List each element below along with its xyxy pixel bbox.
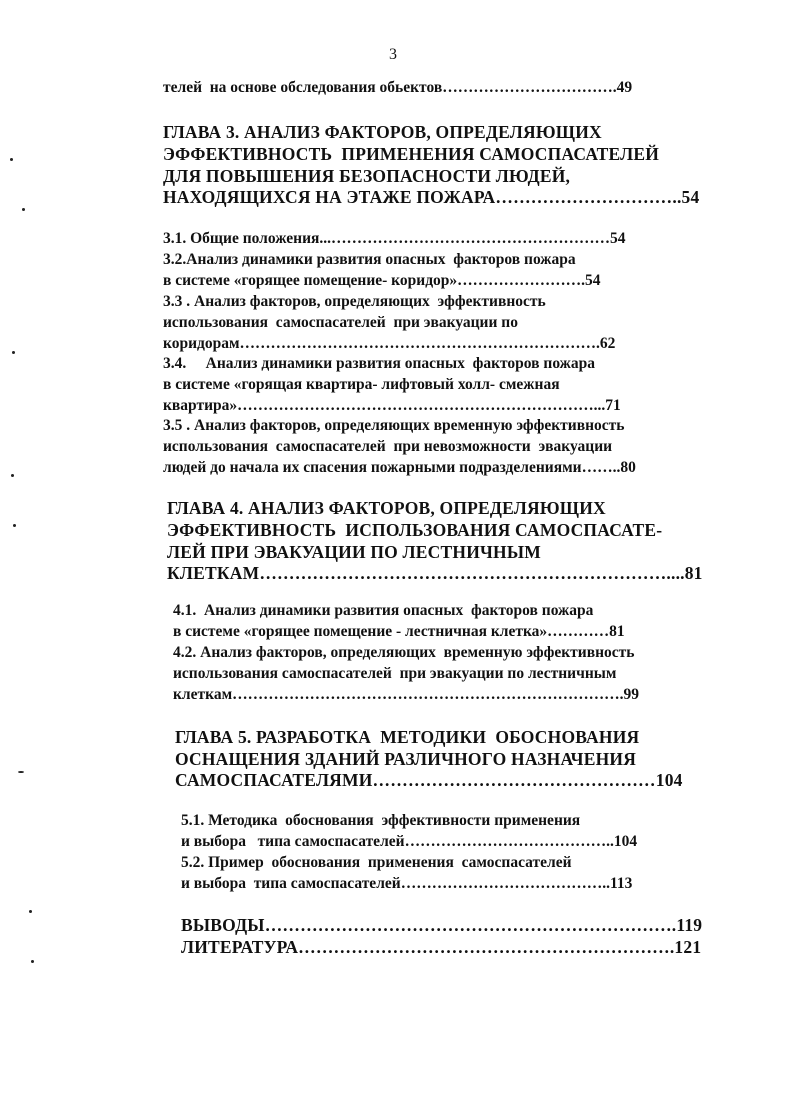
toc-line: телей на основе обследования обьектов…………………………….49	[163, 79, 633, 96]
chapter-heading: САМОСПАСАТЕЛЯМИ…………………………………………104	[175, 770, 683, 790]
toc-line: в системе «горящее помещение - лестничная клетка»…………81	[173, 623, 625, 640]
toc-line: 3.5 . Анализ факторов, определяющих временную эффективность	[163, 417, 625, 434]
toc-line: клеткам………………………………………………………………….99	[173, 686, 639, 703]
chapter-heading: ЭФФЕКТИВНОСТЬ ИСПОЛЬЗОВАНИЯ САМОСПАСАТЕ-	[167, 520, 663, 540]
scan-speck	[11, 474, 14, 477]
toc-line: ВЫВОДЫ…………………………………………………………….119	[181, 915, 703, 935]
toc-line: 3.4. Анализ динамики развития опасных факторов пожара	[163, 355, 596, 372]
chapter-heading: ЛЕЙ ПРИ ЭВАКУАЦИИ ПО ЛЕСТНИЧНЫМ	[167, 542, 541, 562]
scan-speck	[31, 960, 34, 963]
scan-speck	[13, 524, 16, 527]
chapter-heading: ОСНАЩЕНИЯ ЗДАНИЙ РАЗЛИЧНОГО НАЗНАЧЕНИЯ	[175, 749, 637, 769]
toc-line: квартира»……………………………………………………………...71	[163, 397, 621, 414]
chapter-heading: ГЛАВА 5. РАЗРАБОТКА МЕТОДИКИ ОБОСНОВАНИЯ	[175, 727, 640, 747]
toc-line: и выбора типа самоспасателей…………………………………..104	[181, 833, 638, 850]
chapter-heading: ЭФФЕКТИВНОСТЬ ПРИМЕНЕНИЯ САМОСПАСАТЕЛЕЙ	[163, 144, 660, 164]
scan-speck	[22, 208, 25, 211]
toc-line: 4.1. Анализ динамики развития опасных факторов пожара	[173, 602, 594, 619]
chapter-heading: НАХОДЯЩИХСЯ НА ЭТАЖЕ ПОЖАРА…………………………..54	[163, 187, 700, 207]
scan-speck	[12, 351, 15, 354]
scan-speck	[29, 910, 32, 913]
toc-line: 3.3 . Анализ факторов, определяющих эффективность	[163, 293, 546, 310]
toc-line: коридорам…………………………………………………………….62	[163, 335, 616, 352]
scan-speck	[10, 158, 13, 161]
toc-line: людей до начала их спасения пожарными подразделениями……..80	[163, 459, 636, 476]
toc-line: использования самоспасателей при невозможности эвакуации	[163, 438, 613, 455]
chapter-heading: ГЛАВА 4. АНАЛИЗ ФАКТОРОВ, ОПРЕДЕЛЯЮЩИХ	[167, 498, 606, 518]
scan-speck	[18, 771, 24, 773]
toc-line: использования самоспасателей при эвакуации по лестничным	[173, 665, 617, 682]
toc-line: 5.2. Пример обоснования применения самоспасателей	[181, 854, 572, 871]
chapter-heading: КЛЕТКАМ……………………………………………………………....81	[167, 563, 703, 583]
chapter-heading: ГЛАВА 3. АНАЛИЗ ФАКТОРОВ, ОПРЕДЕЛЯЮЩИХ	[163, 122, 602, 142]
toc-line: использования самоспасателей при эвакуации по	[163, 314, 518, 331]
toc-line: 3.1. Общие положения...………………………………………………54	[163, 230, 626, 247]
toc-line: ЛИТЕРАТУРА……………………………………………………….121	[181, 937, 702, 957]
toc-line: в системе «горящая квартира- лифтовый холл- смежная	[163, 376, 560, 393]
toc-line: 3.2.Анализ динамики развития опасных факторов пожара	[163, 251, 576, 268]
toc-line: в системе «горящее помещение- коридор»…………………….54	[163, 272, 601, 289]
page-number: 3	[389, 46, 397, 63]
toc-line: 4.2. Анализ факторов, определяющих временную эффективность	[173, 644, 635, 661]
toc-line: 5.1. Методика обоснования эффективности применения	[181, 812, 581, 829]
toc-line: и выбора типа самоспасателей…………………………………..113	[181, 875, 633, 892]
chapter-heading: ДЛЯ ПОВЫШЕНИЯ БЕЗОПАСНОСТИ ЛЮДЕЙ,	[163, 166, 571, 186]
